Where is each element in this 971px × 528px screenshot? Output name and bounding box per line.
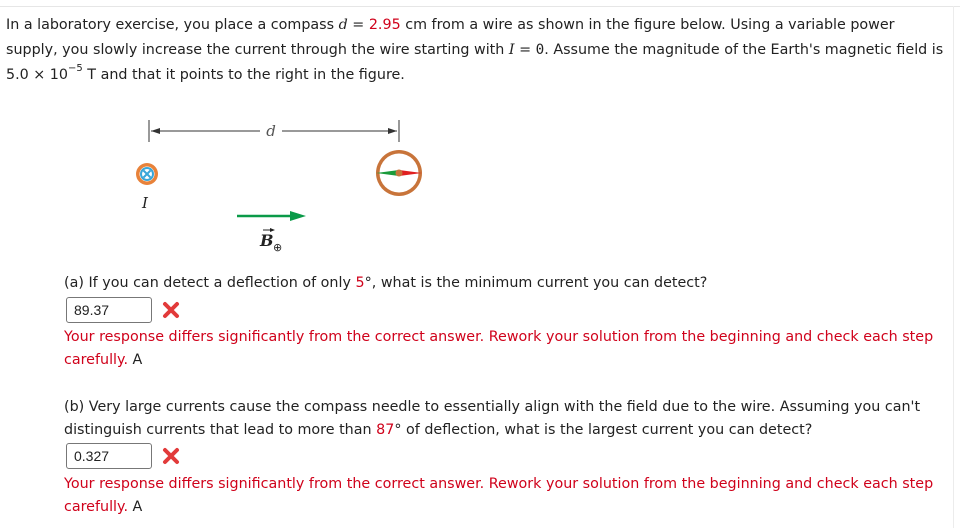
question-a-angle: 5 — [355, 275, 365, 291]
incorrect-x-icon — [162, 301, 180, 319]
compass-icon — [376, 150, 422, 196]
feedback-b — [64, 473, 944, 519]
intro-text: In a laboratory exercise, you place a compass — [6, 17, 339, 33]
incorrect-x-icon — [162, 447, 180, 465]
intro-text: . Assume the magnitude of the Earth's magnetic field is 5.0 × 10 — [6, 42, 944, 83]
answer-b-input[interactable]: 0.327 — [66, 443, 152, 469]
feedback-a-unit: A — [128, 352, 143, 368]
d-unit: cm — [400, 17, 428, 33]
feedback-b-text: Your response differs significantly from the correct answer. Rework your solution from the beginning and check each step carefully. — [64, 476, 934, 515]
equals-sign: = — [347, 17, 369, 33]
top-divider — [0, 6, 960, 7]
question-a — [64, 272, 944, 295]
earth-subscript: ⊕ — [273, 241, 283, 254]
i-symbol: I — [508, 42, 515, 58]
d-arrow-right — [388, 128, 397, 134]
d-label: d — [266, 122, 276, 140]
exponent: −5 — [68, 63, 83, 75]
feedback-a — [64, 326, 944, 372]
b-symbol: B — [260, 231, 274, 250]
b-earth-label — [259, 228, 282, 254]
question-b-text: ° of deflection, what is the largest current you can detect? — [394, 422, 813, 438]
i-label: I — [142, 194, 148, 212]
question-b — [64, 396, 944, 442]
d-symbol: d — [338, 17, 348, 33]
problem-statement — [6, 13, 946, 88]
equals-sign: = — [514, 42, 536, 58]
question-b-text: (b) Very large currents cause the compass needle to essentially align with the field due to the wire. Assuming you can't distinguish currents that lead to more than — [64, 399, 921, 438]
intro-text: T and that it points to the right in the figure. — [82, 67, 405, 83]
d-arrow-left — [151, 128, 160, 134]
feedback-a-text: Your response differs significantly from the correct answer. Rework your solution from the beginning and check each step carefully. — [64, 329, 934, 368]
right-divider — [953, 6, 954, 528]
question-a-text: °, what is the minimum current you can detect? — [364, 275, 708, 291]
i-value: 0 — [535, 42, 545, 58]
earth-field-arrow-head — [290, 211, 306, 221]
current-into-page-icon — [136, 163, 158, 185]
question-a-text: (a) If you can detect a deflection of only — [64, 275, 356, 291]
d-value: 2.95 — [368, 17, 401, 33]
question-b-angle: 87 — [376, 422, 395, 438]
intro-text: from a wire as shown in the figure below. Using a variable power supply, you slowly increase the current through the wire starting with — [6, 17, 895, 58]
answer-a-input[interactable]: 89.37 — [66, 297, 152, 323]
figure-svg — [120, 112, 440, 257]
problem-figure — [120, 112, 440, 257]
feedback-b-unit: A — [128, 499, 143, 515]
